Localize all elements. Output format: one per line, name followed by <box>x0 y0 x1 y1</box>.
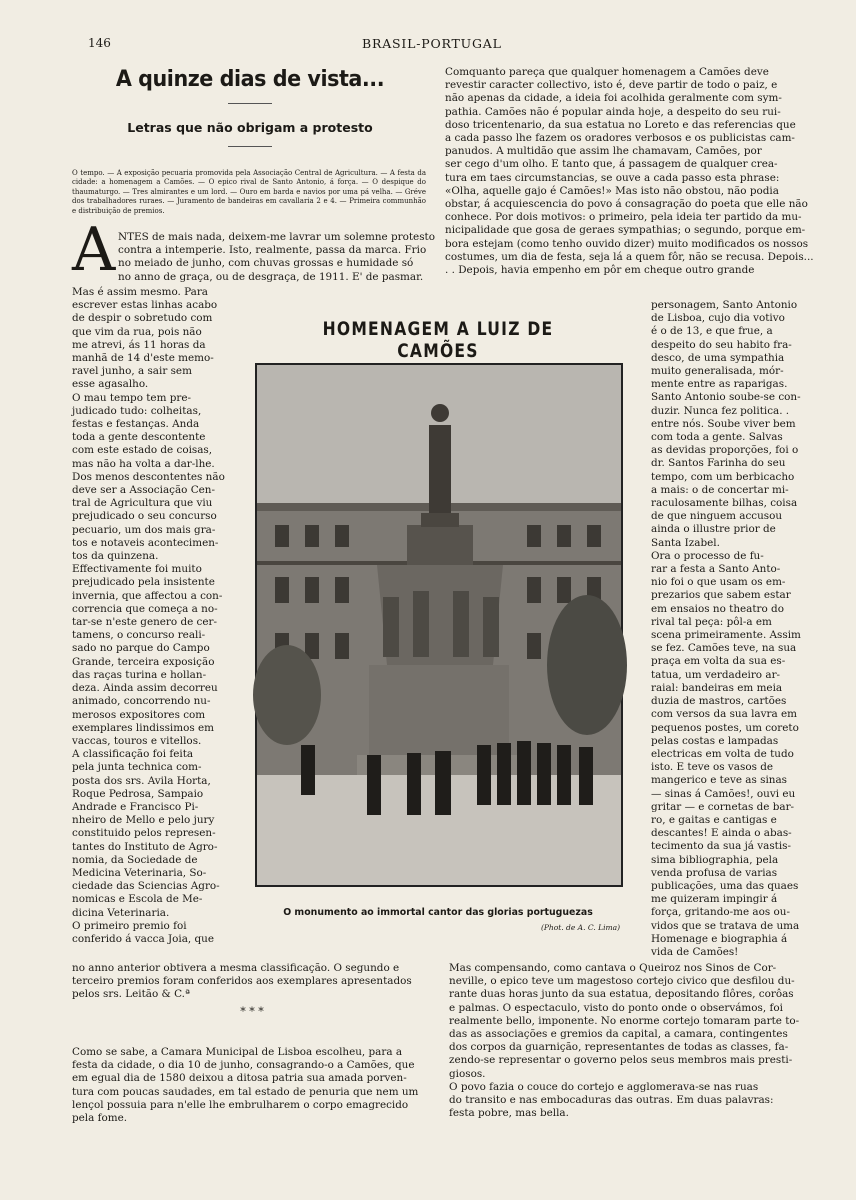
text-line: NTES de mais nada, deixem-me lavrar um solemne protesto <box>118 231 435 243</box>
text-line: obstar, á acquiescencia do povo á consagração do poeta que elle não <box>445 198 808 211</box>
text-line: tatua, um verdadeiro ar- <box>651 668 781 681</box>
text-line: Ora o processo de fu- <box>651 549 764 562</box>
text-line: nomia, da Sociedade de <box>72 853 198 866</box>
text-line: Santo Antonio soube-se con- <box>651 391 801 404</box>
text-line: de Lisboa, cujo dia votivo <box>651 312 785 325</box>
text-line: . . Depois, havia empenho em pôr em cheque outro grande <box>445 264 755 277</box>
text-line: Medicina Veterinaria, So- <box>72 866 207 879</box>
article-title: A quinze dias de vista... <box>115 66 385 92</box>
text-line: Grande, terceira exposição <box>72 655 215 668</box>
text-line: zendo-se representar o governo pelos seus membros mais presti- <box>449 1054 793 1067</box>
text-line: manhã de 14 d'este memo- <box>72 352 214 365</box>
text-line: entre nós. Soube viver bem <box>651 417 796 430</box>
text-line: esse agasalho. <box>72 378 149 391</box>
text-line: que vim da rua, pois não <box>72 325 202 338</box>
camara-paragraph <box>72 1046 428 1125</box>
text-line: desco, de uma sympathia <box>651 351 785 364</box>
text-line: vidos que se tratava de uma <box>651 919 800 932</box>
text-line: duzia de mastros, cartões <box>651 695 787 708</box>
text-line: em ensaios no theatro do <box>651 602 784 615</box>
text-line: as devidas proporções, foi o <box>651 444 799 457</box>
text-line: invernia, que affectou a con- <box>72 589 223 602</box>
intro-block <box>118 231 435 284</box>
text-line: rival tal peça: pôl-a em <box>651 615 772 628</box>
intro-paragraph <box>118 231 435 284</box>
left-column <box>72 286 244 946</box>
text-line: merosos expositores com <box>72 708 206 721</box>
text-line: ser cego d'um olho. E tanto que, á passagem de qualquer crea- <box>445 158 778 171</box>
text-line: vaccas, touros e vitellos. <box>72 734 202 747</box>
text-line: contra a intemperie. Isto, realmente, passa da marca. Frio <box>118 244 427 257</box>
text-line: no anno de graça, ou de desgraça, de 1911. E' de pasmar. <box>118 270 424 283</box>
text-line: ro, e gaitas e cantigas e <box>651 813 777 826</box>
text-line: judicado tudo: colheitas, <box>72 404 202 417</box>
text-line: a mais: o de concertar mi- <box>651 483 789 496</box>
text-line: conhece. Por dois motivos: o primeiro, pela ideia ter partido da mu- <box>445 211 802 224</box>
text-line: deza. Ainda assim decorreu <box>72 682 218 695</box>
text-line: tura em taes circumstancias, se ouve a cada passo esta phrase: <box>445 171 780 184</box>
text-line: rar a festa a Santo Anto- <box>651 563 781 576</box>
text-line: — sinas á Camões!, ouvi eu <box>651 787 796 800</box>
text-line: constituido pelos represen- <box>72 827 216 840</box>
text-line: vida de Camões! <box>651 945 739 958</box>
text-line: das as associações e gremios da capital, a camara, contingentes <box>449 1028 788 1041</box>
text-line: ravel junho, a sair sem <box>72 365 192 378</box>
text-line: prejudicado o seu concurso <box>72 510 217 523</box>
text-line: costumes, um dia de festa, seja lá a quem fôr, não se recusa. Depois... <box>445 250 814 263</box>
text-line: terceiro premios foram conferidos aos exemplares apresentados <box>72 975 412 988</box>
text-line: nicipalidade que gosa de geraes sympathias; o segundo, porque em- <box>445 224 806 237</box>
text-line: posta dos srs. Avila Horta, <box>72 774 211 787</box>
text-line: neville, o epico teve um magestoso cortejo civico que desfilou du- <box>449 975 795 988</box>
text-line: com versos da sua lavra em <box>651 708 797 721</box>
text-line: pela junta technica com- <box>72 761 202 774</box>
text-line: e palmas. O espectaculo, visto do ponto onde o observámos, foi <box>449 1001 783 1014</box>
text-line: das raças turina e hollan- <box>72 668 207 681</box>
section-divider-stars: * * * <box>240 1005 264 1018</box>
text-line: correncia que começa a no- <box>72 602 218 615</box>
text-line: a cada passo lhe fazem os oradores verbosos e os publicistas cam- <box>445 132 795 145</box>
text-line: publicações, uma das quaes <box>651 879 799 892</box>
continuation-paragraph <box>72 962 428 1002</box>
text-line: do transito e nas embocaduras das outras. Em duas palavras: <box>449 1094 774 1107</box>
text-line: electricas em volta de tudo <box>651 747 794 760</box>
right-top-text <box>445 66 814 277</box>
photo-caption: O monumento ao immortal cantor das glorias portuguezas <box>283 907 593 918</box>
text-line: se fez. Camões teve, na sua <box>651 642 797 655</box>
text-line: descantes! E ainda o abas- <box>651 827 792 840</box>
text-line: praça em volta da sua es- <box>651 655 786 668</box>
text-line: no anno anterior obtivera a mesma classificação. O segundo e <box>72 962 400 974</box>
text-line: «Olha, aquelle gajo é Camões!» Mas isto não obstou, não podia <box>445 184 779 197</box>
right-bottom-text <box>449 962 800 1120</box>
text-line: prejudicado pela insistente <box>72 576 215 589</box>
text-line: rante duas horas junto da sua estatua, depositando flôres, corôas <box>449 988 794 1001</box>
photo-credit: (Phot. de A. C. Lima) <box>540 923 620 932</box>
text-line: exemplares lindissimos em <box>72 721 214 734</box>
text-line: O povo fazia o couce do cortejo e agglomerava-se nas ruas <box>449 1080 759 1093</box>
drop-cap: A <box>72 215 116 285</box>
feature-title: HOMENAGEM A LUIZ DE CAMÕES <box>322 318 554 362</box>
text-line: Effectivamente foi muito <box>72 563 202 576</box>
text-line: Mas é assim mesmo. Para <box>72 286 209 298</box>
text-line: mas não ha volta a dar-lhe. <box>72 457 215 470</box>
text-line: scena primeiramente. Assim <box>651 629 801 642</box>
text-line: venda profusa de varias <box>651 866 778 879</box>
text-line: bora estejam (como tenho ouvido dizer) muito modificados os nossos <box>445 237 809 250</box>
text-line: personagem, Santo Antonio <box>651 299 798 311</box>
text-line: despeito do seu habito fra- <box>651 338 792 351</box>
text-line: festa da cidade, o dia 10 de junho, consagrando-o a Camões, que <box>72 1059 415 1072</box>
text-line: em egual dia de 1580 deixou a ditosa patria sua amada porven- <box>72 1072 407 1085</box>
text-line: escrever estas linhas acabo <box>72 299 218 312</box>
text-line: muito generalisada, mór- <box>651 365 784 378</box>
text-line: com este estado de coisas, <box>72 444 213 457</box>
text-line: não apenas da cidade, a ideia foi acolhida geralmente com sym- <box>445 92 782 105</box>
text-line: Santa Izabel. <box>651 536 720 549</box>
text-line: conferido á vacca Joia, que <box>72 932 214 945</box>
text-line: tamens, o concurso reali- <box>72 629 206 642</box>
text-line: Dos menos descontentes não <box>72 470 225 483</box>
text-line: tos e notaveis acontecimen- <box>72 536 219 549</box>
text-line: Andrade e Francisco Pi- <box>72 800 199 813</box>
text-line: toda a gente descontente <box>72 431 206 444</box>
text-line: pathia. Camões não é popular ainda hoje, a despeito do seu rui- <box>445 105 781 118</box>
text-line: força, gritando-me aos ou- <box>651 906 790 919</box>
right-column <box>651 299 801 959</box>
text-line: Comquanto pareça que qualquer homenagem a Camões deve <box>445 66 769 78</box>
text-line: realmente bello, imponente. No enorme cortejo tomaram parte to- <box>449 1014 800 1027</box>
text-line: de que ninguem accusou <box>651 510 783 523</box>
text-line: no meiado de junho, com chuvas grossas e humidade só <box>118 257 414 270</box>
text-line: festas e festanças. Anda <box>72 418 200 431</box>
text-line: tar-se n'este genero de cer- <box>72 616 218 629</box>
text-line: tral de Agricultura que viu <box>72 497 213 510</box>
text-line: tos da quinzena. <box>72 550 159 563</box>
monument-photo <box>255 363 623 887</box>
text-line: tura com poucas saudades, em tal estado de penuria que nem um <box>72 1085 419 1098</box>
text-line: dr. Santos Farinha do seu <box>651 457 786 470</box>
text-line: nomicas e Escola de Me- <box>72 893 203 906</box>
text-line: revestir caracter collectivo, isto é, deve partir de todo o paiz, e <box>445 79 778 92</box>
text-line: nheiro de Mello e pelo jury <box>72 814 215 827</box>
text-line: sado no parque do Campo <box>72 642 210 655</box>
text-line: me atrevi, ás 11 horas da <box>72 338 206 351</box>
text-line: pelas costas e lampadas <box>651 734 779 747</box>
text-line: prezarios que sabem estar <box>651 589 791 602</box>
text-line: ciedade das Sciencias Agro- <box>72 880 220 893</box>
text-line: giosos. <box>449 1067 486 1080</box>
text-line: tempo, com um berbicacho <box>651 470 795 483</box>
text-line: gritar — e cornetas de bar- <box>651 800 795 813</box>
page-number: 146 <box>88 36 111 50</box>
text-line: dos corpos da guarnição, representantes de todas as classes, fa- <box>449 1041 789 1054</box>
text-line: mente entre as raparigas. <box>651 378 788 391</box>
text-line: animado, concorrendo nu- <box>72 695 211 708</box>
text-line: doso tricentenario, da sua estatua no Loreto e das referencias que <box>445 118 796 131</box>
text-line: A classificação foi feita <box>72 748 194 761</box>
text-line: lençol possuia para n'elle lhe embrulharem o corpo emagrecido <box>72 1098 409 1111</box>
text-line: pequenos postes, um coreto <box>651 721 799 734</box>
running-title: BRASIL-PORTUGAL <box>362 36 502 51</box>
text-line: panudos. A multidão que assim lhe chamavam, Camões, por <box>445 145 762 158</box>
text-line: Homenage e biographia á <box>651 932 788 945</box>
subtitle-rule <box>228 146 272 147</box>
text-line: de despir o sobretudo com <box>72 312 213 325</box>
text-line: deve ser a Associação Cen- <box>72 484 216 497</box>
text-line: pecuario, um dos mais gra- <box>72 523 216 536</box>
text-line: é o de 13, e que frue, a <box>651 325 773 338</box>
article-summary: O tempo. — A exposição pecuaria promovida pela Associação Central de Agricultura. — A festa da cidade: a homenagem a Camões. — O epico rival de Santo Antonio, á força. — O despique do thaumaturgo. — Tres almirantes e um lord. — Ouro em barda e navios por uma pá velha. — Gréve dos trabalhadores ruraes. — Juramento de bandeiras em cavallaria 2 e 4. — Primeira communhão e distribuição de premios. <box>72 169 426 215</box>
text-line: Como se sabe, a Camara Municipal de Lisboa escolheu, para a <box>72 1046 403 1058</box>
text-line: ainda o illustre prior de <box>651 523 776 536</box>
text-line: Mas compensando, como cantava o Queiroz nos Sinos de Cor- <box>449 962 777 974</box>
text-line: me quizeram impingir á <box>651 893 778 906</box>
text-line: sima bibliographia, pela <box>651 853 779 866</box>
text-line: dicina Veterinaria. <box>72 906 170 919</box>
title-rule <box>228 103 272 104</box>
text-line: tantes do Instituto de Agro- <box>72 840 218 853</box>
text-line: raial: bandeiras em meia <box>651 681 783 694</box>
text-line: pelos srs. Leitão & C.ª <box>72 988 190 1001</box>
text-line: festa pobre, mas bella. <box>449 1107 569 1120</box>
text-line: com toda a gente. Salvas <box>651 431 783 444</box>
text-line: pela fome. <box>72 1112 128 1125</box>
text-line: nio foi o que usam os em- <box>651 576 786 589</box>
text-line: tecimento da sua já vastis- <box>651 840 792 853</box>
text-line: raculosamente bilhas, coisa <box>651 497 798 510</box>
text-line: duzir. Nunca fez politica. . <box>651 404 790 417</box>
text-line: mangerico e teve as sinas <box>651 774 788 787</box>
article-subtitle: Letras que não obrigam a protesto <box>127 120 373 135</box>
text-line: O mau tempo tem pre- <box>72 391 192 404</box>
text-line: Roque Pedrosa, Sampaio <box>72 787 204 800</box>
text-line: O primeiro premio foi <box>72 919 187 932</box>
text-line: isto. E teve os vasos de <box>651 761 774 774</box>
